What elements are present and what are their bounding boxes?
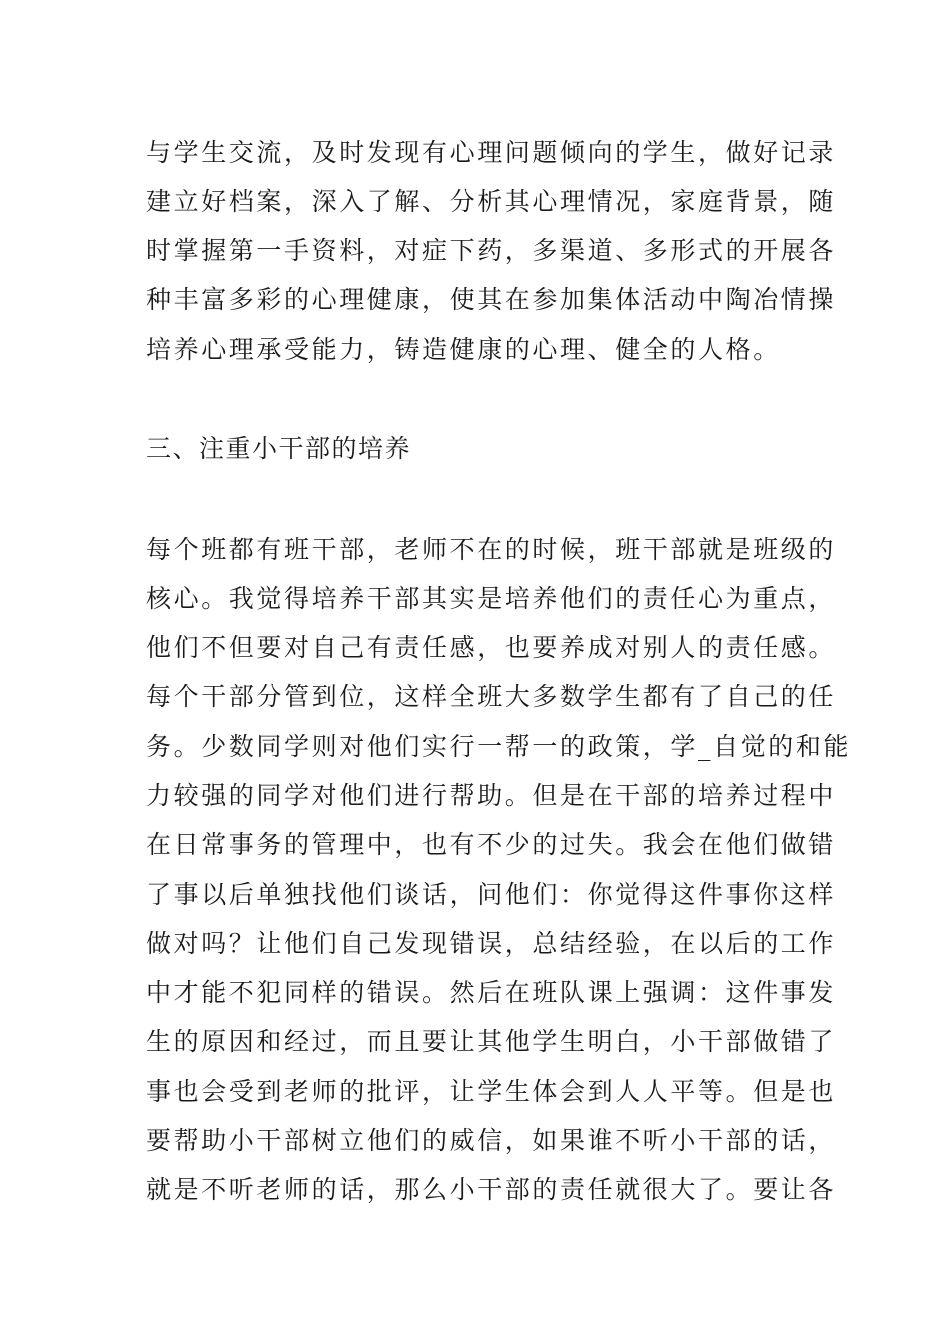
- paragraph-2-line-13: 要帮助小干部树立他们的威信，如果谁不听小干部的话，: [146, 1126, 837, 1155]
- paragraph-1-line-4: 种丰富多彩的心理健康，使其在参加集体活动中陶冶情操: [146, 285, 837, 314]
- paragraph-1-line-1: 与学生交流，及时发现有心理问题倾向的学生，做好记录: [146, 138, 837, 167]
- section-heading: 三、注重小干部的培养: [146, 434, 412, 463]
- paragraph-2-line-8: 了事以后单独找他们谈话，问他们：你觉得这件事你这样: [146, 880, 837, 909]
- paragraph-2-line-5: 务。少数同学则对他们实行一帮一的政策，学_自觉的和能: [146, 732, 852, 761]
- paragraph-1-line-3: 时掌握第一手资料，对症下药，多渠道、多形式的开展各: [146, 236, 837, 265]
- paragraph-2-line-6: 力较强的同学对他们进行帮助。但是在干部的培养过程中: [146, 781, 837, 810]
- paragraph-2-line-2: 核心。我觉得培养干部其实是培养他们的责任心为重点，: [146, 584, 837, 613]
- paragraph-2-line-9: 做对吗？让他们自己发现错误，总结经验，在以后的工作: [146, 929, 837, 958]
- paragraph-2-line-10: 中才能不犯同样的错误。然后在班队课上强调：这件事发: [146, 978, 837, 1007]
- paragraph-2-line-3: 他们不但要对自己有责任感，也要养成对别人的责任感。: [146, 633, 837, 662]
- paragraph-2-line-1: 每个班都有班干部，老师不在的时候，班干部就是班级的: [146, 535, 837, 564]
- paragraph-1-line-5: 培养心理承受能力，铸造健康的心理、健全的人格。: [146, 335, 781, 364]
- paragraph-1-line-2: 建立好档案，深入了解、分析其心理情况，家庭背景，随: [146, 187, 837, 216]
- paragraph-2-line-12: 事也会受到老师的批评，让学生体会到人人平等。但是也: [146, 1077, 837, 1106]
- paragraph-2-line-7: 在日常事务的管理中，也有不少的过失。我会在他们做错: [146, 830, 837, 859]
- paragraph-2-line-4: 每个干部分管到位，这样全班大多数学生都有了自己的任: [146, 682, 837, 711]
- paragraph-2-line-14: 就是不听老师的话，那么小干部的责任就很大了。要让各: [146, 1175, 837, 1204]
- paragraph-2-line-11: 生的原因和经过，而且要让其他学生明白，小干部做错了: [146, 1027, 837, 1056]
